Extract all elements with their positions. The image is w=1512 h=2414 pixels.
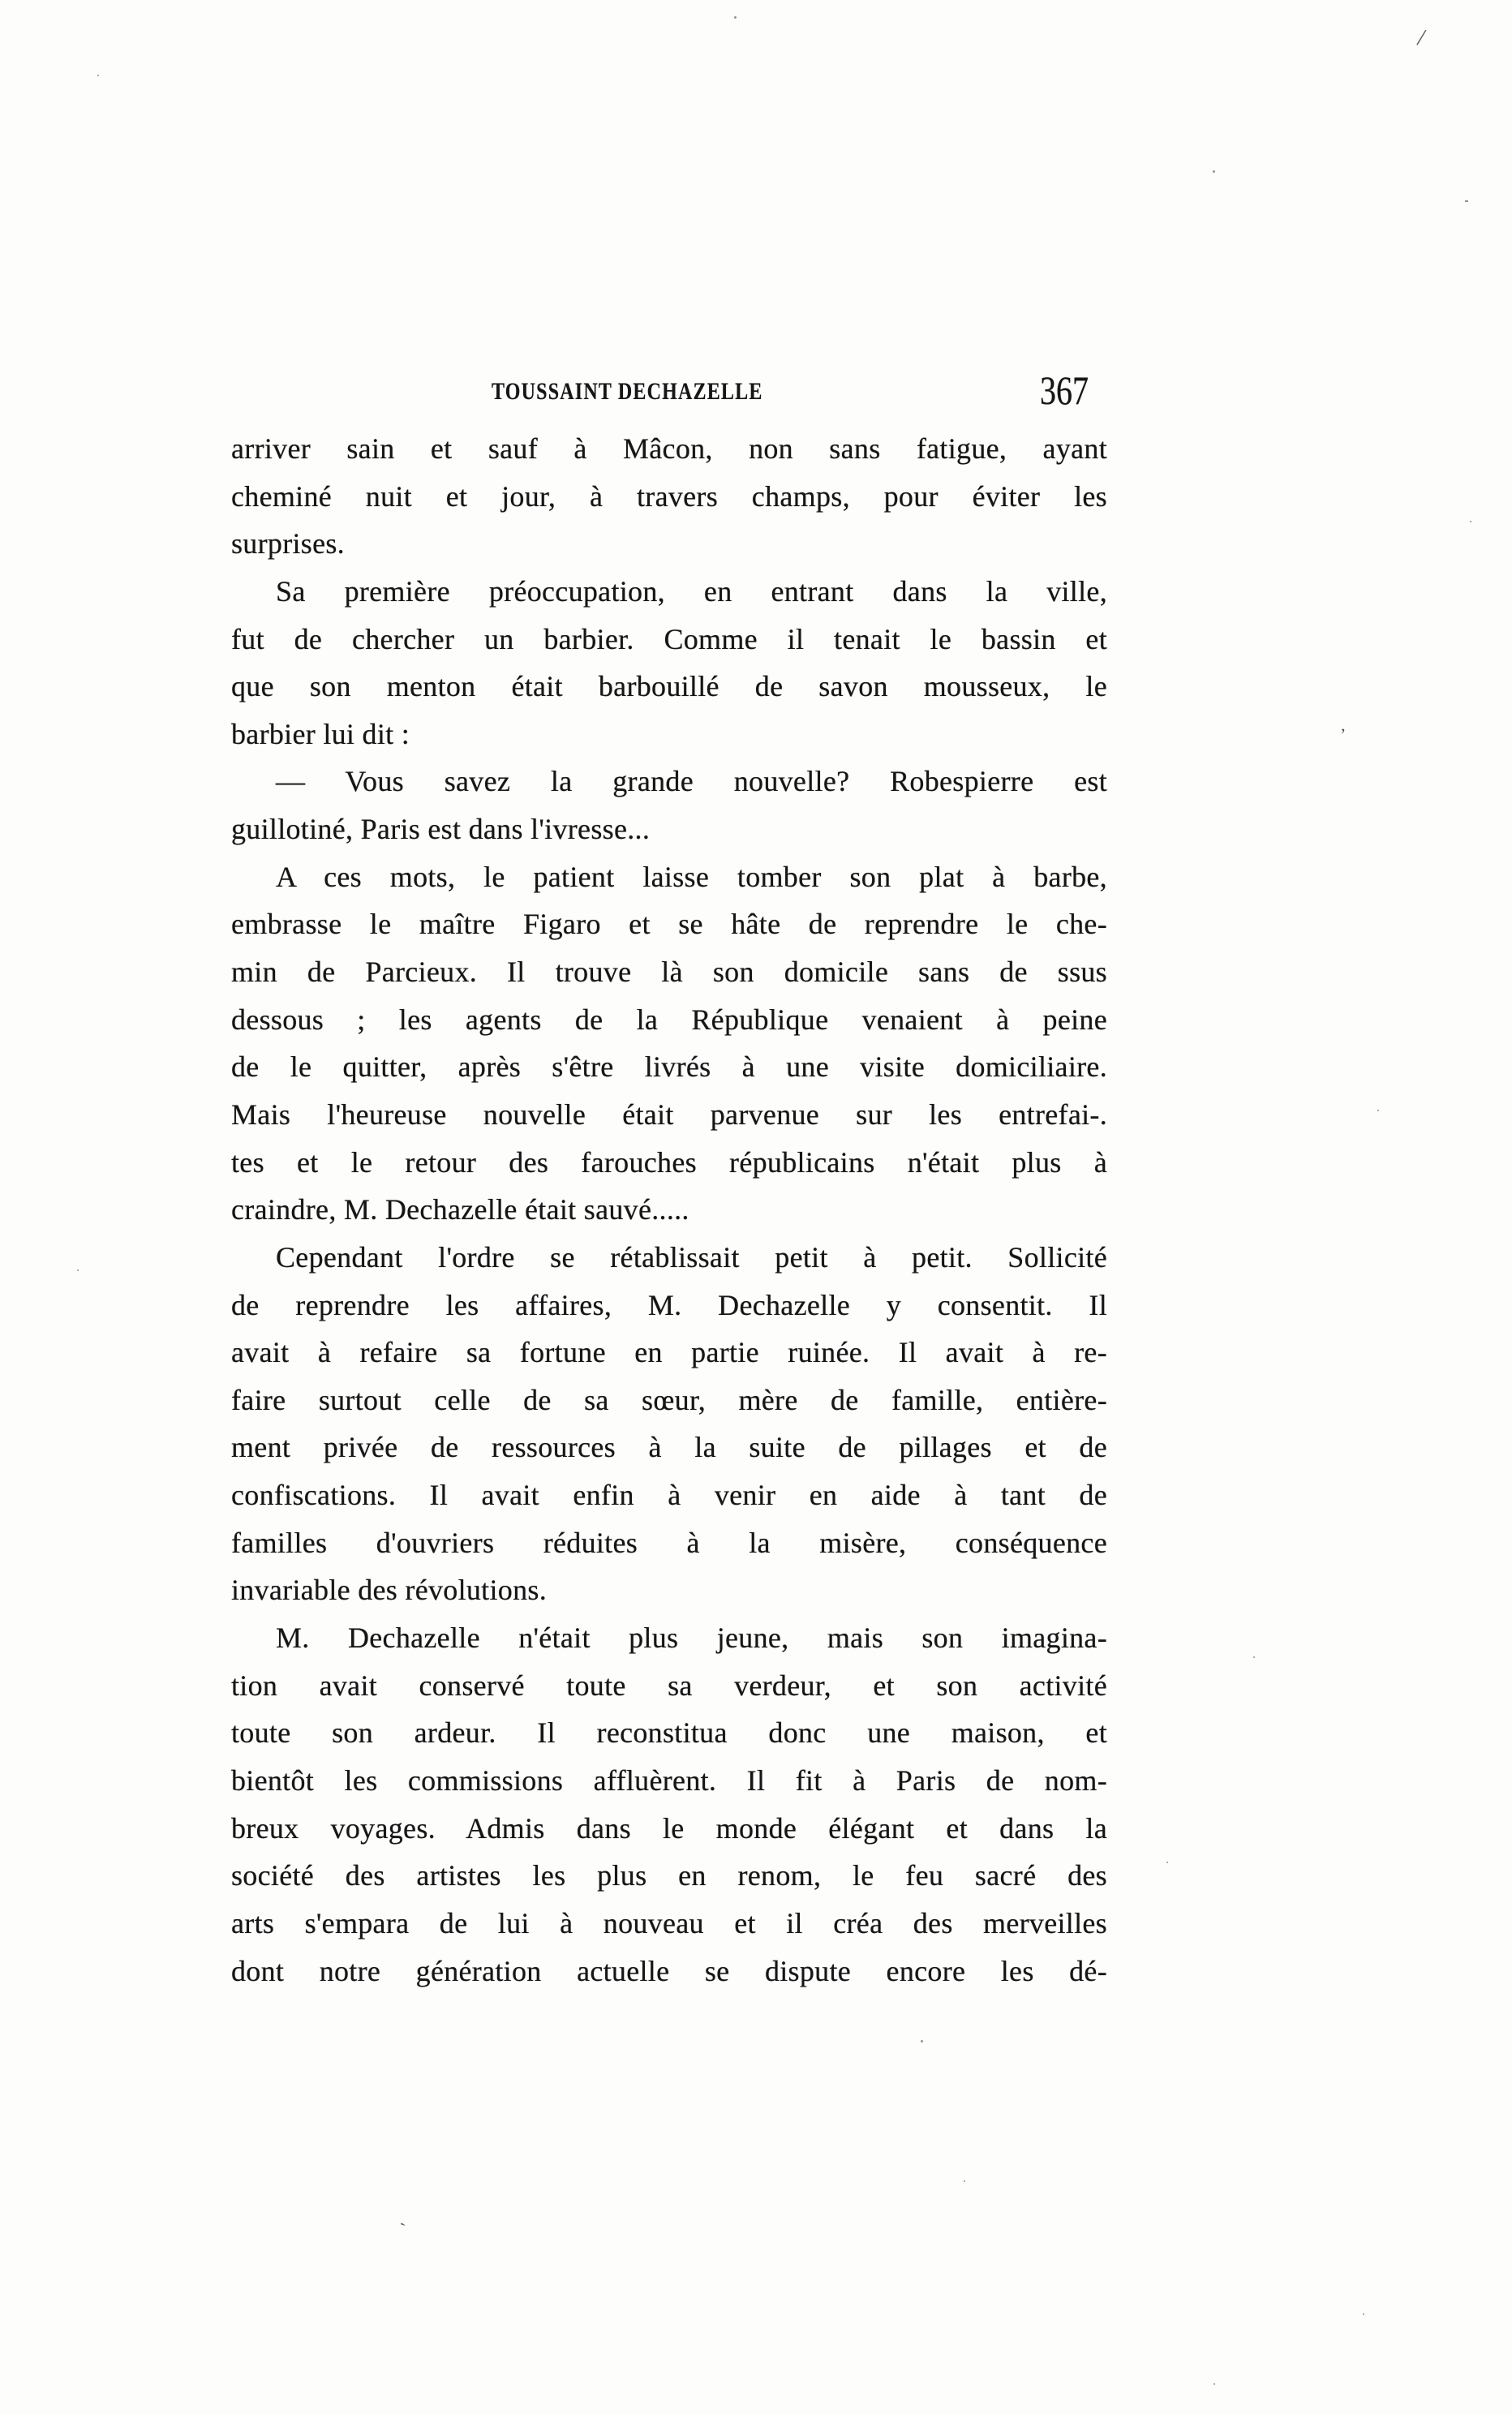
scan-speck xyxy=(964,2180,965,2182)
scan-speck xyxy=(1363,2313,1364,2315)
text-line: guillotiné, Paris est dans l'ivresse... xyxy=(231,813,651,846)
scan-speck xyxy=(97,75,99,76)
running-title: TOUSSAINT DECHAZELLE xyxy=(492,378,763,405)
text-line: toute son ardeur. Il reconstitua donc une maison, et xyxy=(231,1716,1107,1750)
text-line: avait à refaire sa fortune en partie ruinée. Il avait à re- xyxy=(231,1336,1107,1369)
scan-speck xyxy=(1213,170,1215,173)
text-line: embrasse le maître Figaro et se hâte de reprendre le che- xyxy=(231,908,1107,941)
text-line: invariable des révolutions. xyxy=(231,1574,548,1607)
text-line: A ces mots, le patient laisse tomber son plat à barbe, xyxy=(276,860,1107,893)
text-line: de le quitter, après s'être livrés à une visite domiciliaire. xyxy=(231,1050,1107,1084)
text-line: confiscations. Il avait enfin à venir en aide à tant de xyxy=(231,1479,1107,1512)
text-line: faire surtout celle de sa sœur, mère de famille, entière- xyxy=(231,1383,1107,1416)
text-line: Mais l'heureuse nouvelle était parvenue sur les entrefai-. xyxy=(231,1097,1107,1131)
text-line: familles d'ouvriers réduites à la misère, conséquence xyxy=(231,1526,1107,1559)
scan-speck xyxy=(77,1269,79,1271)
text-line: — Vous savez la grande nouvelle? Robespierre est xyxy=(276,765,1107,798)
text-line: cheminé nuit et jour, à travers champs, pour éviter les xyxy=(231,479,1107,513)
text-line: tes et le retour des farouches républicains n'était plus à xyxy=(231,1145,1107,1179)
scan-speck xyxy=(1213,2383,1215,2385)
text-line: Cependant l'ordre se rétablissait petit à petit. Sollicité xyxy=(276,1240,1107,1274)
text-line: société des artistes les plus en renom, le feu sacré des xyxy=(231,1859,1107,1892)
scan-slash-mark: / xyxy=(1415,24,1428,52)
body-text xyxy=(231,425,1107,1995)
text-line: Sa première préoccupation, en entrant dans la ville, xyxy=(276,574,1107,608)
scan-tick-mark: ’ xyxy=(1340,724,1347,745)
text-line: arriver sain et sauf à Mâcon, non sans fatigue, ayant xyxy=(231,432,1107,465)
text-line: bientôt les commissions affluèrent. Il fit à Paris de nom- xyxy=(231,1763,1107,1797)
text-line: de reprendre les affaires, M. Dechazelle y consentit. Il xyxy=(231,1288,1107,1321)
text-line: surprises. xyxy=(231,527,345,561)
scan-speck xyxy=(734,16,737,19)
page-number: 367 xyxy=(1040,367,1089,413)
text-line: fut de chercher un barbier. Comme il tenait le bassin et xyxy=(231,622,1107,655)
text-line: M. Dechazelle n'était plus jeune, mais son imagina- xyxy=(276,1622,1107,1655)
text-line: que son menton était barbouillé de savon mousseux, le xyxy=(231,670,1107,703)
text-line: dessous ; les agents de la République venaient à peine xyxy=(231,1003,1107,1036)
scan-tick-mark: ` xyxy=(398,2219,411,2242)
scan-speck xyxy=(1465,200,1468,202)
text-line: tion avait conservé toute sa verdeur, et son activité xyxy=(231,1669,1107,1702)
text-line: min de Parcieux. Il trouve là son domicile sans de ssus xyxy=(231,956,1107,989)
text-line: dont notre génération actuelle se dispute encore les dé- xyxy=(231,1954,1107,1987)
scan-speck xyxy=(1470,521,1471,522)
text-line: barbier lui dit : xyxy=(231,717,410,750)
scan-speck xyxy=(921,2040,923,2042)
text-line: arts s'empara de lui à nouveau et il créa des merveilles xyxy=(231,1906,1107,1939)
text-line: craindre, M. Dechazelle était sauvé..... xyxy=(231,1193,689,1226)
text-line: ment privée de ressources à la suite de pillages et de xyxy=(231,1431,1107,1464)
scan-speck xyxy=(1377,1110,1379,1111)
scan-speck xyxy=(1253,1656,1255,1658)
scan-speck xyxy=(1166,1862,1168,1863)
text-line: breux voyages. Admis dans le monde élégant et dans la xyxy=(231,1811,1107,1845)
